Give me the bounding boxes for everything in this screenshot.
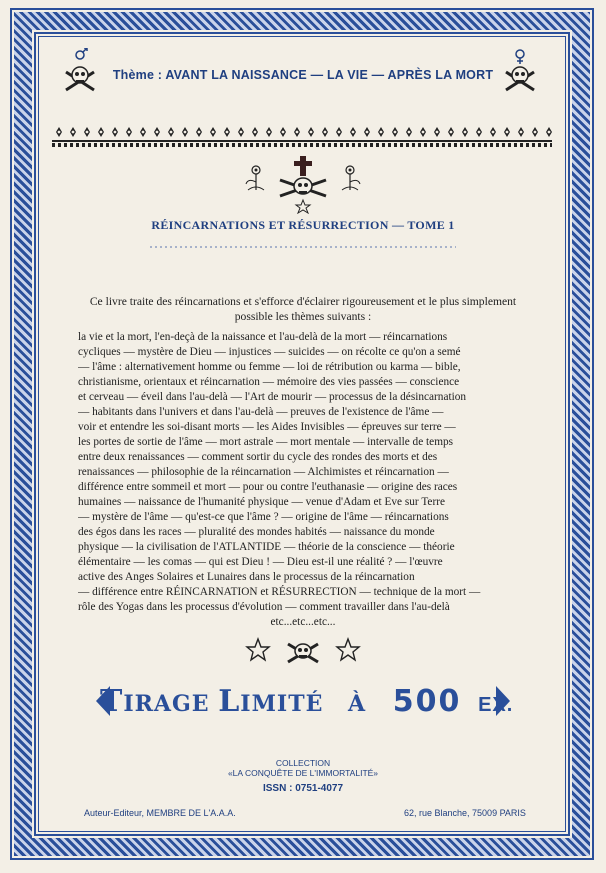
topic-line: cycliques — mystère de Dieu — injustices — suicides — on récolte ce qu'on a semé — [78, 346, 461, 358]
skull-crossbones-icon — [62, 48, 98, 99]
flower-icon — [342, 166, 360, 190]
publisher-address: 62, rue Blanche, 75009 PARIS — [404, 808, 526, 818]
limite-initial: L — [218, 684, 241, 719]
topic-line: — différence entre RÉINCARNATION et RÉSURRECTION — technique de la mort — — [78, 586, 481, 598]
topic-line: active des Anges Solaires et Lunaires dans le processus de la réincarnation — [78, 571, 415, 583]
limite-word-rest: IMITÉ — [240, 691, 324, 717]
skull-crossbones-icon — [288, 644, 318, 662]
topic-line: — habitants dans l'univers et dans l'au-delà — preuves de l'existence de l'âme — — [78, 406, 444, 418]
ornament-band — [52, 126, 552, 148]
ex-abbrev: EX. — [478, 694, 514, 716]
collection-name: «LA CONQUÊTE DE L'IMMORTALITÉ» — [227, 768, 379, 778]
publisher-credit: Auteur-Editeur, MEMBRE DE L'A.A.A. — [84, 808, 236, 818]
topic-line: la vie et la mort, l'en-deçà de la naissance et l'au-delà de la mort — réincarnations — [78, 331, 448, 343]
cross-icon — [294, 156, 312, 176]
topic-line-end: etc...etc...etc... — [270, 616, 336, 628]
topic-line: des égos dans les races — pluralité des mondes habités — naissance du monde — [78, 526, 435, 538]
star-icon — [247, 639, 269, 660]
topic-line: voir et entendre les soi-disant morts — les Aides Invisibles — épreuves sur terre — — [78, 421, 456, 433]
topic-line: — mystère de l'âme — qu'est-ce que l'âme ? — origine de l'âme — réincarnations — [78, 511, 449, 523]
topic-line: différence entre sommeil et mort — pour ou contre l'euthanasie — origine des races — [78, 481, 458, 493]
emblem-row — [244, 636, 362, 671]
emblem-group — [244, 156, 362, 219]
skull-crossbones-icon — [502, 48, 538, 99]
topic-line: entre deux renaissances — comment sortir du cycle des rondes des morts et des — [78, 451, 438, 463]
edition-count: 500 — [392, 684, 462, 719]
topic-line: humaines — naissance de l'humanité physique — venue d'Adam et Eve sur Terre — [78, 496, 445, 508]
collection-label: COLLECTION — [275, 758, 331, 768]
topic-line: physique — la civilisation de l'ATLANTIDE — théorie de la conscience — théorie — [78, 541, 455, 553]
topics-list — [78, 330, 528, 630]
intro-paragraph: Ce livre traite des réincarnations et s'efforce d'éclairer rigoureusement et le plus simplement possible les thèmes suivants : — [89, 295, 517, 323]
topic-line: — l'âme : alternativement homme ou femme — loi de rétribution ou karma — bible, — [78, 361, 461, 373]
topic-line: renaissances — philosophie de la réincarnation — Alchimistes et réincarnation — — [78, 466, 449, 478]
topic-line: et cerveau — éveil dans l'au-delà — l'Art de mourir — processus de la désincarnation — [78, 391, 467, 403]
title-underline-ornament — [150, 238, 456, 246]
star-icon — [296, 200, 310, 213]
collection-block — [150, 758, 456, 778]
topic-line: christianisme, orientaux et réincarnation — mémoire des vies passées — conscience — [78, 376, 460, 388]
a-word: À — [348, 691, 367, 717]
issn-number: ISSN : 0751-4077 — [262, 783, 344, 794]
skull-crossbones-icon — [280, 178, 326, 196]
theme-heading: Thème : AVANT LA NAISSANCE — LA VIE — APRÈS LA MORT — [112, 68, 494, 82]
topic-line: les portes de sortie de l'âme — mort astrale — mort mentale — intervalle de temps — [78, 436, 454, 448]
book-title: RÉINCARNATIONS ET RÉSURRECTION — TOME 1 — [151, 218, 455, 232]
limited-edition-banner — [100, 684, 514, 724]
flower-icon — [246, 166, 264, 190]
topic-line: élémentaire — les comas — qui est Dieu ! — Dieu est-il une réalité ? — l'œuvre — [78, 556, 443, 568]
star-icon — [337, 639, 359, 660]
tirage-word-rest: IRAGE — [123, 691, 219, 717]
tirage-initial: T — [100, 684, 124, 719]
topic-line: rôle des Yogas dans les processus d'évolution — comment travailler dans l'au-delà — [78, 601, 450, 613]
